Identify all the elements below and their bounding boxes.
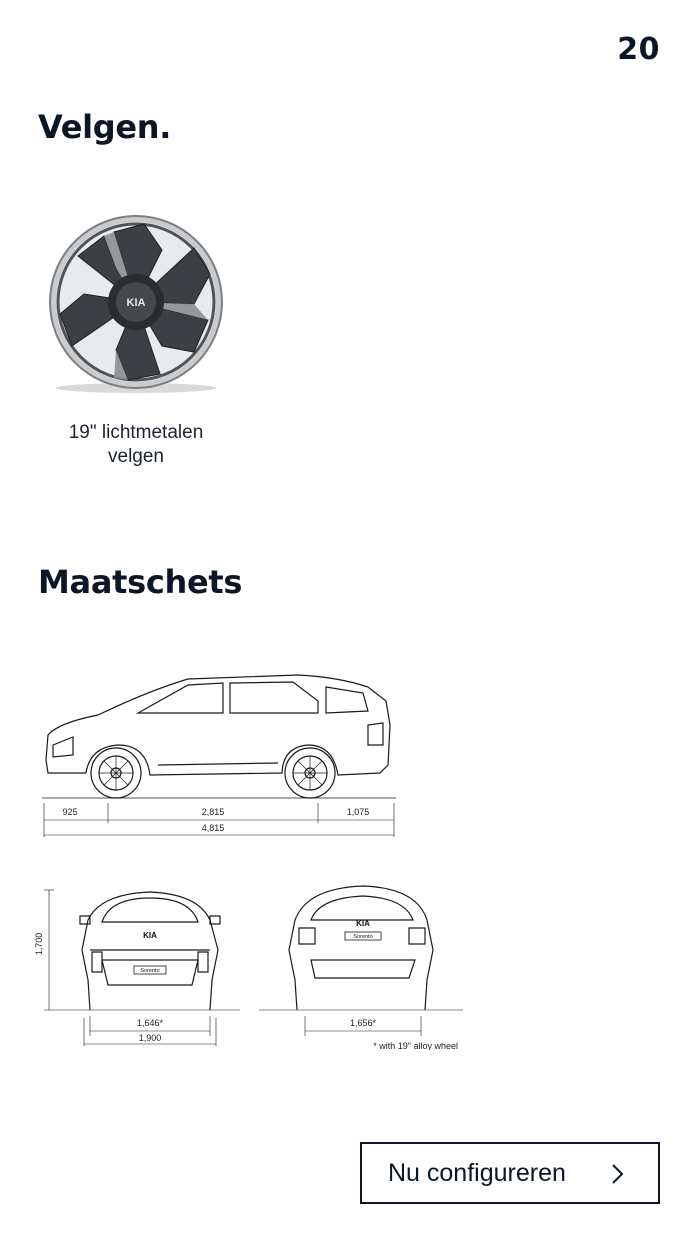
dim-total-length: 4,815 (201, 823, 225, 833)
rear-logo: KIA (356, 919, 370, 928)
wheel-image (44, 212, 228, 396)
wheel-caption (34, 421, 238, 469)
wheel-caption-line2: velgen (108, 446, 164, 467)
rear-plate: Sorento (353, 934, 373, 940)
dim-height: 1,700 (34, 932, 44, 956)
page-number: 20 (617, 32, 660, 67)
rear-view-drawing (255, 880, 470, 1050)
dim-front-track: 1,646* (136, 1018, 164, 1028)
front-plate: Sorento (140, 968, 160, 974)
wheel-caption-line1: 19" lichtmetalen (68, 422, 204, 443)
dim-width: 1,900 (138, 1033, 162, 1043)
chevron-right-icon (606, 1163, 628, 1185)
configure-button[interactable] (360, 1142, 660, 1204)
dim-front-overhang: 925 (62, 807, 78, 817)
kia-logo: KIA (126, 297, 146, 309)
configure-button-label: Nu configureren (388, 1158, 566, 1187)
front-view-drawing (30, 880, 250, 1050)
dim-wheelbase: 2,815 (201, 807, 225, 817)
dim-rear-track: 1,656* (349, 1018, 377, 1028)
dim-rear-overhang: 1,075 (346, 807, 370, 817)
footnote: * with 19" alloy wheel (373, 1041, 458, 1050)
front-logo: KIA (143, 931, 157, 940)
velgen-title: Velgen. (38, 108, 172, 146)
maatschets-title: Maatschets (38, 563, 243, 601)
side-view-drawing (38, 665, 400, 840)
